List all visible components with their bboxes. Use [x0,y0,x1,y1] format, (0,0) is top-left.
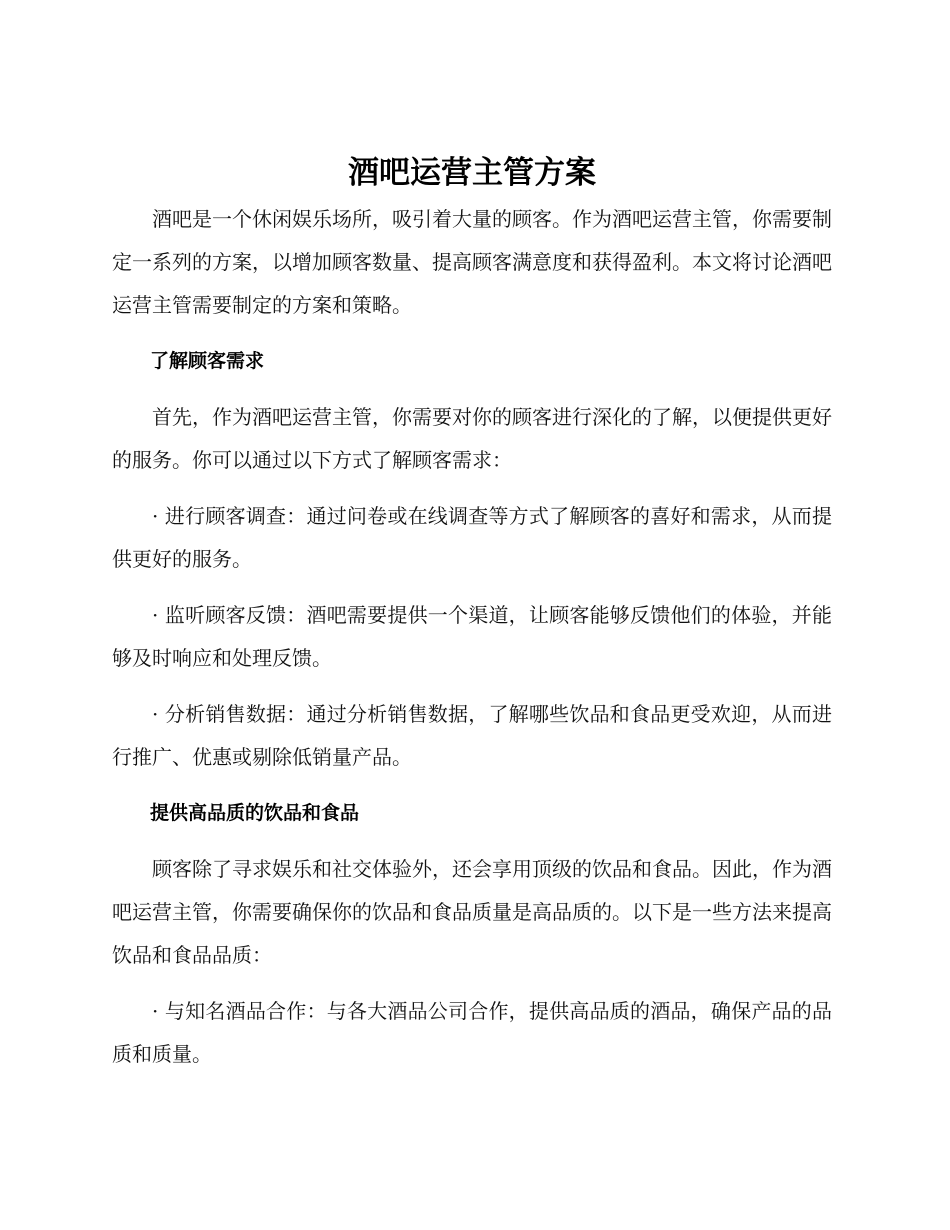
document-body [112,150,832,1089]
bullet-item: · 监听顾客反馈：酒吧需要提供一个渠道，让顾客能够反馈他们的体验，并能够及时响应和处理反馈。 [112,603,832,670]
bullet-item: · 分析销售数据：通过分析销售数据，了解哪些饮品和食品更受欢迎，从而进行推广、优惠或剔除低销量产品。 [112,702,832,769]
section-heading: 了解顾客需求 [150,350,265,372]
document-title: 酒吧运营主管方案 [348,155,596,191]
bullet-item: · 进行顾客调查：通过问卷或在线调查等方式了解顾客的喜好和需求，从而提供更好的服务。 [112,504,832,571]
section-paragraph: 顾客除了寻求娱乐和社交体验外，还会享用顶级的饮品和食品。因此，作为酒吧运营主管，你需要确保你的饮品和食品质量是高品质的。以下是一些方法来提高饮品和食品品质： [112,857,832,967]
intro-paragraph: 酒吧是一个休闲娱乐场所，吸引着大量的顾客。作为酒吧运营主管，你需要制定一系列的方案，以增加顾客数量、提高顾客满意度和获得盈利。本文将讨论酒吧运营主管需要制定的方案和策略。 [112,207,832,317]
section-heading: 提供高品质的饮品和食品 [150,802,360,824]
section-customer-needs [112,340,832,779]
section-paragraph: 首先，作为酒吧运营主管，你需要对你的顾客进行深化的了解，以便提供更好的服务。你可以通过以下方式了解顾客需求： [112,405,832,472]
section-quality-products [112,792,832,1076]
bullet-item: · 与知名酒品合作：与各大酒品公司合作，提供高品质的酒品，确保产品的品质和质量。 [112,999,832,1066]
